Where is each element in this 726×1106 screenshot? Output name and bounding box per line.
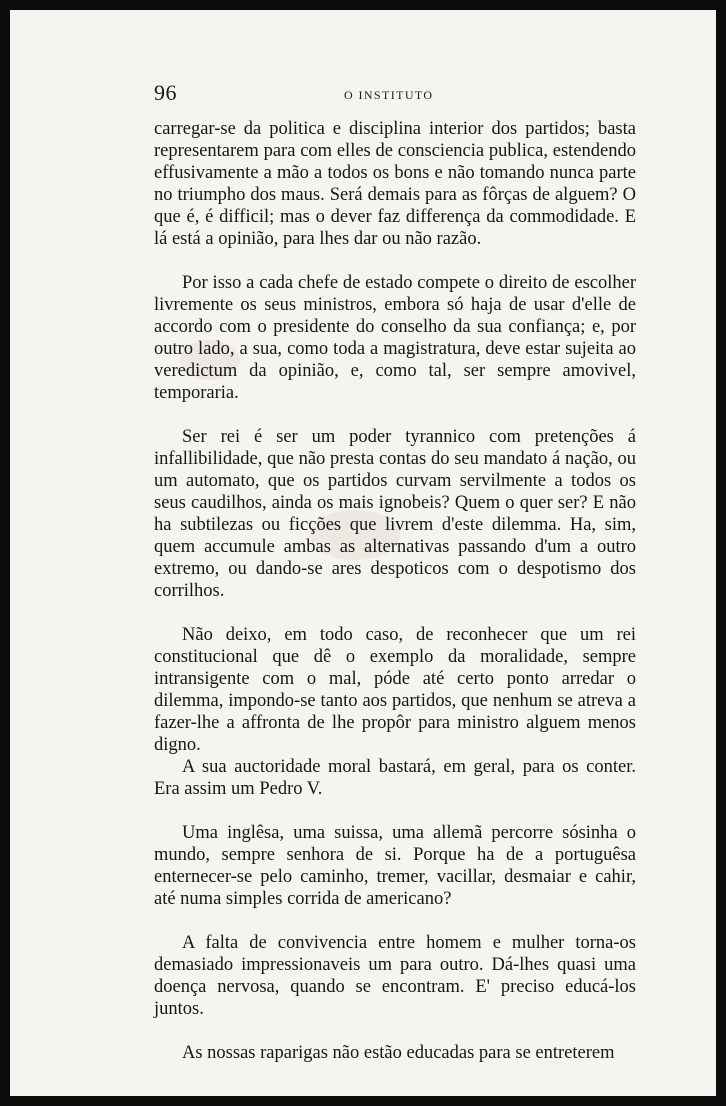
page-number: 96 (154, 80, 177, 105)
paragraph: Uma inglêsa, uma suissa, uma allemã percorre sósinha o mundo, sempre senhora de si. Porque ha de a portuguêsa enternecer-se pelo caminho, tremer, vacillar, desmaiar e cahir, até numa simples corrida de americano? (154, 823, 636, 909)
running-title: O INSTITUTO (344, 88, 434, 102)
paragraph: carregar-se da politica e disciplina interior dos partidos; basta representarem para com elles de consciencia publica, estendendo effusivamente a mão a todos os bons e não tomando nunca parte no triumpho dos maus. Será demais para as fôrças de alguem? O que é, é difficil; mas o dever faz differença da commodidade. E lá está a opinião, para lhes dar ou não razão. (154, 119, 636, 249)
paragraph: A falta de convivencia entre homem e mulher torna-os demasiado impressionaveis um para outro. Dá-lhes quasi uma doença nervosa, quando se encontram. E' preciso educá-los juntos. (154, 933, 636, 1019)
paragraph: Ser rei é ser um poder tyrannico com pretenções á infallibilidade, que não presta contas do seu mandato á nação, ou um automato, que os partidos curvam servilmente a todos os seus caudilhos, ainda os mais ignobeis? Quem o quer ser? E não ha subtilezas ou ficções que livrem d'este dilemma. Ha, sim, quem accumule ambas as alternativas passando d'um a outro extremo, ou dando-se ares despoticos com o despotismo dos corrilhos. (154, 427, 636, 601)
paragraph: A sua auctoridade moral bastará, em geral, para os conter. Era assim um Pedro V. (154, 757, 636, 799)
page-header (154, 80, 636, 110)
paragraph: Não deixo, em todo caso, de reconhecer que um rei constitucional que dê o exemplo da moralidade, sempre intransigente com o mal, póde até certo ponto arredar o dilemma, impondo-se tanto aos partidos, que nenhum se atreva a fazer-lhe a affronta de lhe propôr para ministro alguem menos digno. (154, 625, 636, 755)
body-text (154, 118, 636, 1064)
paragraph: As nossas raparigas não estão educadas para se entreterem (182, 1043, 615, 1063)
paragraph: Por isso a cada chefe de estado compete o direito de escolher livremente os seus ministros, embora só haja de usar d'elle de accordo com o presidente do conselho da sua confiança; e, por outro lado, a sua, como toda a magistratura, deve estar sujeita ao veredictum da opinião, e, como tal, ser sempre amovivel, temporaria. (154, 273, 636, 403)
book-page (10, 10, 716, 1096)
